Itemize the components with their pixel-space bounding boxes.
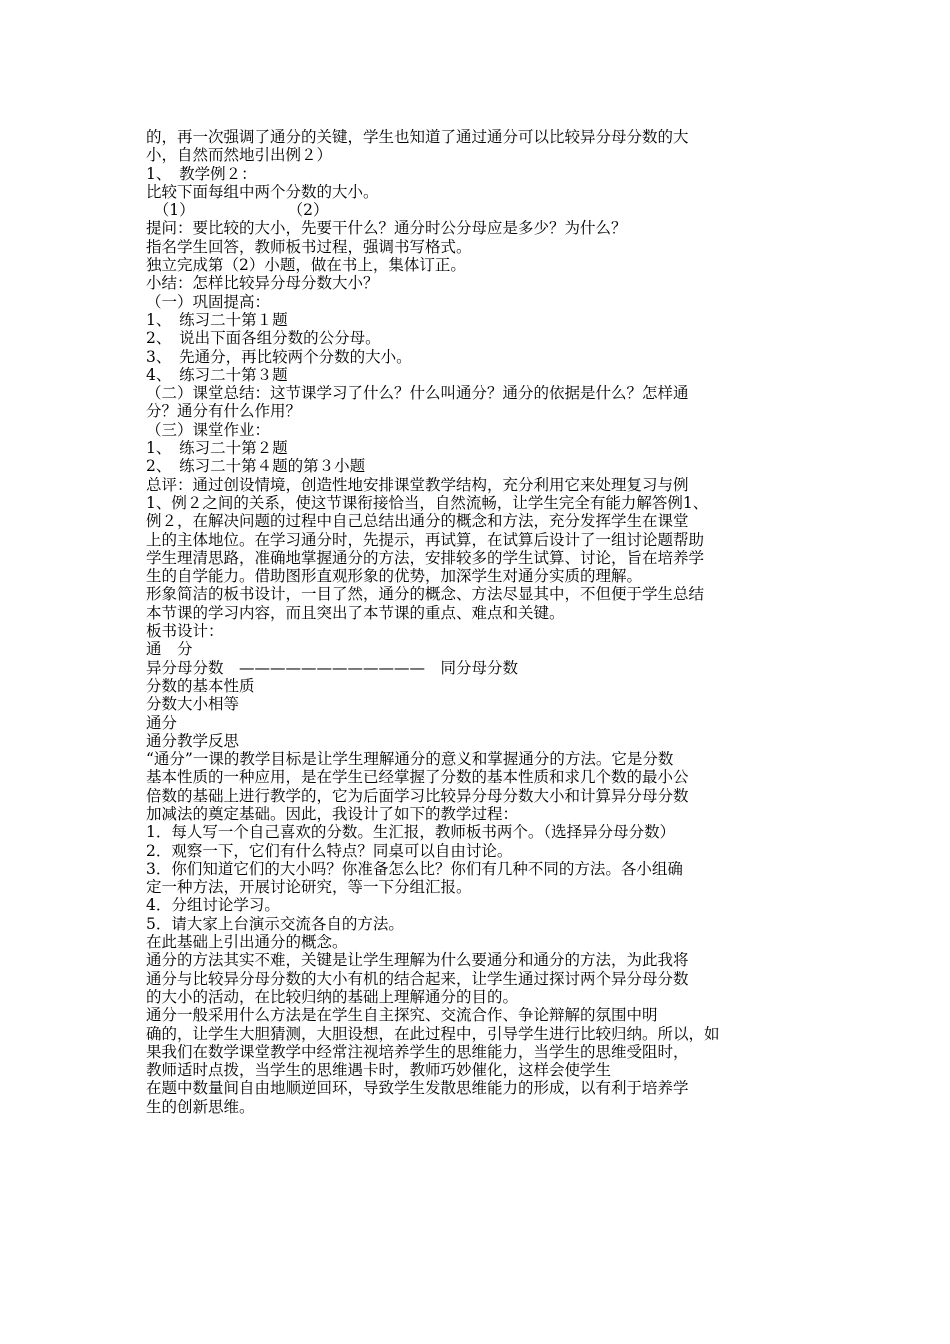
text-line: 板书设计：	[146, 622, 224, 641]
text-line: 例２，在解决问题的过程中自己总结出通分的概念和方法，充分发挥学生在课堂	[146, 512, 689, 531]
text-line: 3．你们知道它们的大小吗？你准备怎么比？你们有几种不同的方法。各小组确	[146, 859, 683, 878]
text-line: 指名学生回答，教师板书过程，强调书写格式。	[146, 237, 472, 256]
text-line: 加减法的奠定基础。因此，我设计了如下的教学过程：	[146, 804, 519, 823]
text-line: 1、 练习二十第１题	[146, 310, 288, 329]
text-line: 倍数的基础上进行教学的，它为后面学习比较异分母分数大小和计算异分母分数	[146, 786, 689, 805]
text-line: 分？通分有什么作用？	[146, 402, 302, 421]
text-line: 分数大小相等	[146, 695, 240, 714]
text-line: 通分的方法其实不难，关键是让学生理解为什么要通分和通分的方法，为此我将	[146, 951, 689, 970]
text-line: 比较下面每组中两个分数的大小。	[146, 182, 379, 201]
text-line: 异分母分数 ———————————— 同分母分数	[146, 658, 519, 677]
text-line: （一）巩固提高：	[146, 292, 271, 311]
text-line: 1、 练习二十第２题	[146, 439, 288, 458]
text-line: 小结：怎样比较异分母分数大小？	[146, 274, 379, 293]
text-line: （二）课堂总结：这节课学习了什么？什么叫通分？通分的依据是什么？怎样通	[146, 384, 689, 403]
text-line: 通分与比较异分母分数的大小有机的结合起来，让学生通过探讨两个异分母分数	[146, 969, 689, 988]
text-line: 生的自学能力。借助图形直观形象的优势，加深学生对通分实质的理解。	[146, 567, 643, 586]
text-line: 形象简洁的板书设计，一目了然，通分的概念、方法尽显其中，不但便于学生总结	[146, 585, 705, 604]
text-line: 分数的基本性质	[146, 676, 255, 695]
text-line: 通分一般采用什么方法是在学生自主探究、交流合作、争论辩解的氛围中明	[146, 1006, 658, 1025]
text-line: 基本性质的一种应用，是在学生已经掌握了分数的基本性质和求几个数的最小公	[146, 768, 689, 787]
text-line: 的，再一次强调了通分的关键，学生也知道了通过通分可以比较异分母分数的大	[146, 128, 689, 146]
text-line: 在题中数量间自由地顺逆回环，导致学生发散思维能力的形成，以有利于培养学	[146, 1079, 689, 1098]
text-line: “通分”一课的教学目标是让学生理解通分的意义和掌握通分的方法。它是分数	[146, 750, 674, 769]
text-line: 2、 练习二十第４题的第３小题	[146, 457, 366, 476]
document-body	[146, 128, 806, 1116]
text-line: 上的主体地位。在学习通分时，先提示，再试算，在试算后设计了一组讨论题帮助	[146, 530, 705, 549]
text-line: 2、 说出下面各组分数的公分母。	[146, 329, 381, 348]
text-line: 通分	[146, 713, 178, 732]
text-line: 1、 教学例２：	[146, 164, 257, 183]
text-line: 学生理清思路，准确地掌握通分的方法，安排较多的学生试算、讨论，旨在培养学	[146, 548, 705, 567]
text-line: 1．每人写一个自己喜欢的分数。生汇报，教师板书两个。（选择异分母分数）	[146, 823, 676, 842]
text-line: 教师适时点拨，当学生的思维遇卡时，教师巧妙催化，这样会使学生	[146, 1061, 612, 1080]
text-line: 果我们在数学课堂教学中经常注视培养学生的思维能力，当学生的思维受阻时，	[146, 1042, 689, 1061]
text-line: （1） （2）	[146, 201, 329, 220]
text-line: 本节课的学习内容，而且突出了本节课的重点、难点和关键。	[146, 603, 565, 622]
text-line: 通分教学反思	[146, 731, 240, 750]
text-line: 的大小的活动，在比较归纳的基础上理解通分的目的。	[146, 987, 519, 1006]
text-line: 生的创新思维。	[146, 1097, 255, 1116]
text-line: 定一种方法，开展讨论研究，等一下分组汇报。	[146, 878, 472, 897]
text-line: 3、 先通分，再比较两个分数的大小。	[146, 347, 412, 366]
text-line: 确的，让学生大胆猜测，大胆设想，在此过程中，引导学生进行比较归纳。所以，如	[146, 1024, 720, 1043]
text-line: 在此基础上引出通分的概念。	[146, 933, 348, 952]
text-line: 1、例２之间的关系，使这节课衔接恰当，自然流畅，让学生完全有能力解答例1、	[146, 493, 709, 512]
text-line: 独立完成第（2）小题，做在书上，集体订正。	[146, 256, 466, 275]
text-line: 提问：要比较的大小，先要干什么？通分时公分母应是多少？为什么？	[146, 219, 627, 238]
text-line: 4、 练习二十第３题	[146, 365, 288, 384]
text-line: 小，自然而然地引出例２）	[146, 146, 333, 165]
text-line: （三）课堂作业：	[146, 420, 271, 439]
text-line: 总评：通过创设情境，创造性地安排课堂教学结构，充分利用它来处理复习与例	[146, 475, 689, 494]
text-line: 2．观察一下，它们有什么特点？同桌可以自由讨论。	[146, 841, 513, 860]
text-line: 通 分	[146, 640, 193, 659]
text-line: 5．请大家上台演示交流各自的方法。	[146, 914, 404, 933]
text-line: 4．分组讨论学习。	[146, 896, 280, 915]
